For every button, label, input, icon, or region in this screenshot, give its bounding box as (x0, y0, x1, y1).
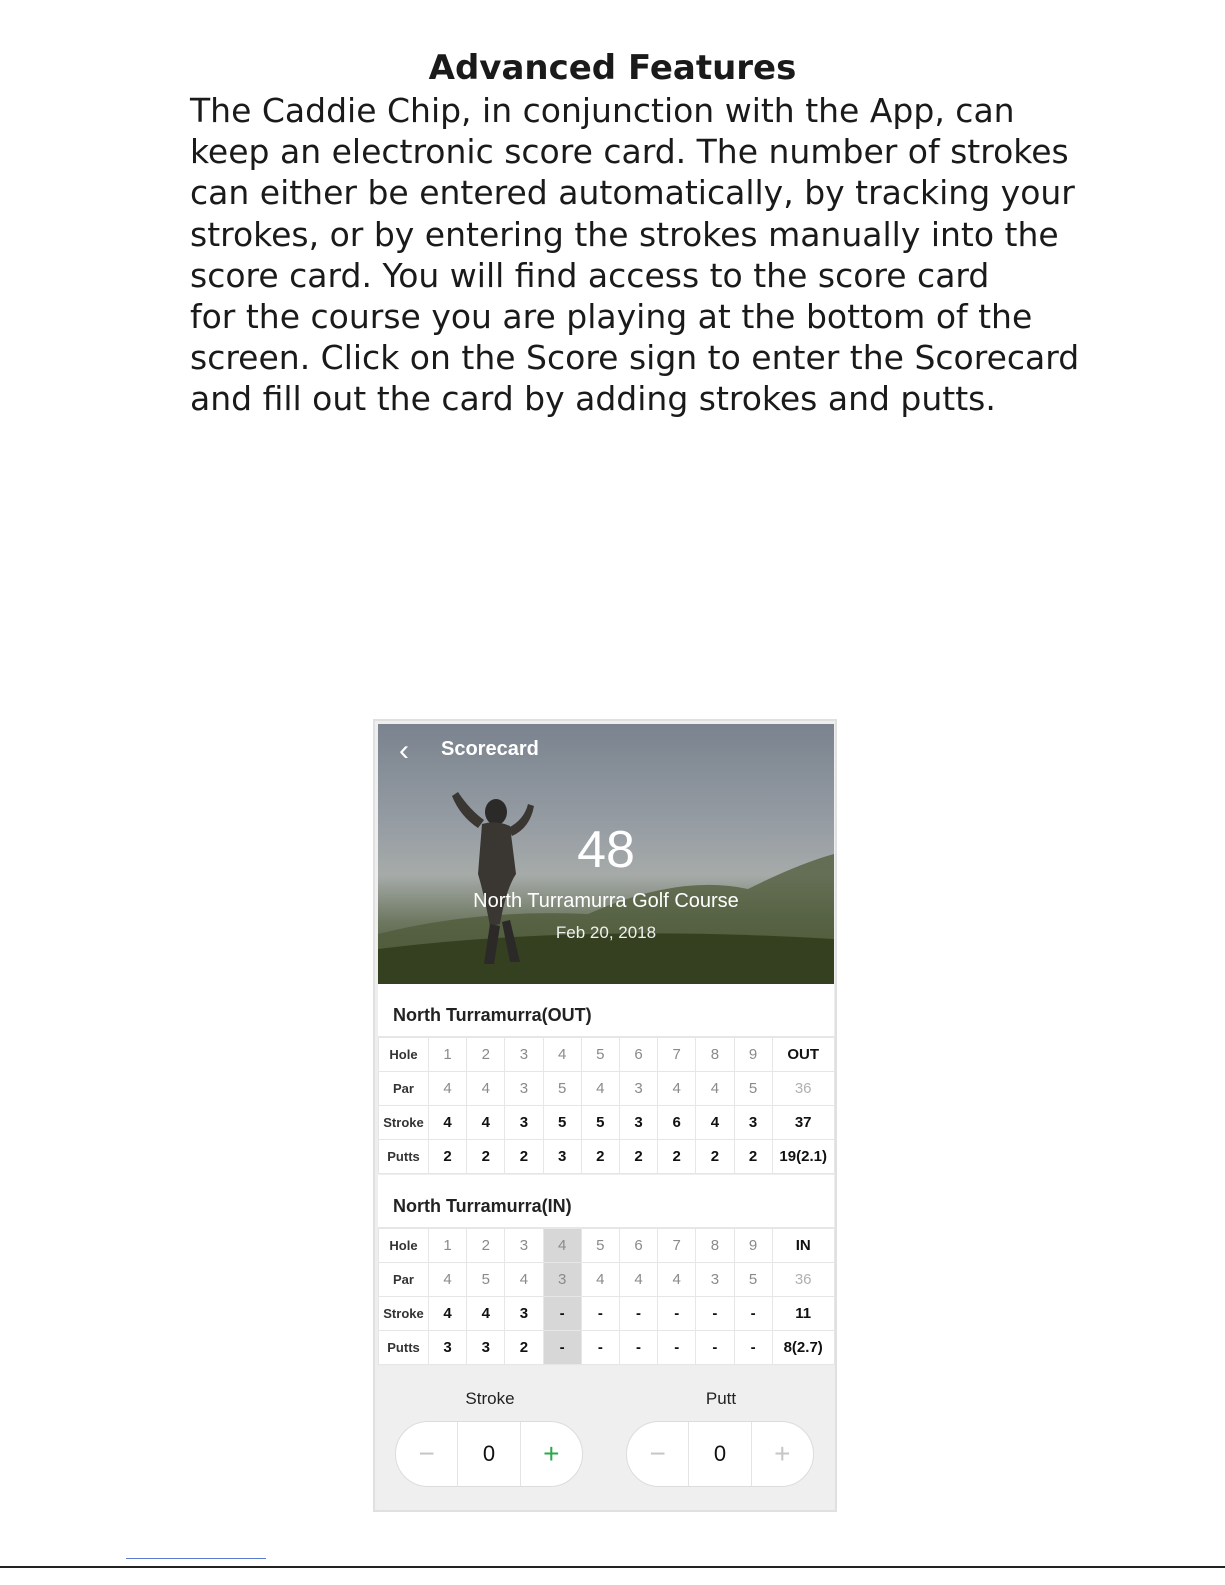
body-line: and fill out the card by adding strokes and putts. (190, 379, 996, 419)
chevron-left-icon: ‹ (399, 734, 409, 767)
hole-cell: 1 (429, 1229, 467, 1263)
plus-icon: + (774, 1438, 791, 1469)
par-cell: 4 (467, 1072, 505, 1106)
hole-cell: 2 (467, 1229, 505, 1263)
row-label: Hole (379, 1229, 429, 1263)
stroke-cell[interactable]: 4 (429, 1106, 467, 1140)
body-line: can either be entered automatically, by tracking your (190, 173, 1075, 213)
putts-cell[interactable]: 2 (505, 1331, 543, 1365)
current-hole-cell: 4 (543, 1229, 581, 1263)
hole-cell: 3 (505, 1229, 543, 1263)
row-label: Hole (379, 1038, 429, 1072)
putts-cell[interactable]: - (696, 1331, 734, 1365)
total-cell: 37 (772, 1106, 834, 1140)
par-cell: 4 (658, 1263, 696, 1297)
page-bottom-rule (0, 1566, 1225, 1568)
putt-value: 0 (688, 1422, 751, 1486)
putts-cell[interactable]: 3 (543, 1140, 581, 1174)
putts-cell[interactable]: 3 (467, 1331, 505, 1365)
total-cell: 8(2.7) (772, 1331, 834, 1365)
body-line: The Caddie Chip, in conjunction with the App, can (190, 91, 1015, 130)
out-score-table (378, 1037, 835, 1174)
stroke-cell[interactable]: 4 (467, 1106, 505, 1140)
body-line: keep an electronic score card. The number of strokes (190, 132, 1069, 172)
table-row (379, 1106, 835, 1140)
hole-cell: 7 (658, 1229, 696, 1263)
table-row (379, 1072, 835, 1106)
stroke-cell[interactable]: - (619, 1297, 657, 1331)
stroke-cell[interactable]: 4 (429, 1297, 467, 1331)
score-entry-controls (378, 1367, 834, 1511)
footnote-rule (126, 1558, 266, 1559)
row-label: Stroke (379, 1297, 429, 1331)
app-screenshot (373, 719, 837, 1512)
hole-cell: 9 (734, 1038, 772, 1072)
stroke-cell[interactable]: 5 (581, 1106, 619, 1140)
par-cell: 4 (581, 1263, 619, 1297)
putts-cell[interactable]: 2 (467, 1140, 505, 1174)
par-cell: 5 (543, 1072, 581, 1106)
hole-cell: 1 (429, 1038, 467, 1072)
putts-cell[interactable]: - (619, 1331, 657, 1365)
putts-cell[interactable]: 2 (696, 1140, 734, 1174)
stroke-cell[interactable]: 4 (696, 1106, 734, 1140)
hole-cell: 9 (734, 1229, 772, 1263)
in-section-title: North Turramurra(IN) (378, 1175, 834, 1228)
putt-minus-button[interactable] (627, 1422, 688, 1486)
hole-cell: 7 (658, 1038, 696, 1072)
minus-icon: − (418, 1438, 435, 1469)
stroke-plus-button[interactable] (521, 1422, 582, 1486)
par-cell: 3 (505, 1072, 543, 1106)
par-cell: 3 (696, 1263, 734, 1297)
table-row (379, 1331, 835, 1365)
par-cell: 4 (429, 1263, 467, 1297)
stroke-cell[interactable]: - (696, 1297, 734, 1331)
row-label: Par (379, 1263, 429, 1297)
stroke-stepper (395, 1421, 583, 1487)
stroke-cell[interactable]: 3 (619, 1106, 657, 1140)
total-cell: 11 (772, 1297, 834, 1331)
body-line: strokes, or by entering the strokes manually into the (190, 214, 1059, 254)
row-label: Par (379, 1072, 429, 1106)
table-row (379, 1263, 835, 1297)
putt-stepper (626, 1421, 814, 1487)
stroke-cell[interactable]: - (543, 1297, 581, 1331)
total-cell: OUT (772, 1038, 834, 1072)
minus-icon: − (649, 1438, 666, 1469)
stroke-cell[interactable]: - (658, 1297, 696, 1331)
par-cell: 4 (658, 1072, 696, 1106)
hole-cell: 3 (505, 1038, 543, 1072)
body-line: for the course you are playing at the bottom of the (190, 297, 1033, 337)
putts-cell[interactable]: 2 (581, 1140, 619, 1174)
row-label: Stroke (379, 1106, 429, 1140)
hole-cell: 6 (619, 1038, 657, 1072)
hole-cell: 5 (581, 1229, 619, 1263)
out-section (378, 984, 834, 1174)
putts-cell[interactable]: - (658, 1331, 696, 1365)
par-cell: 3 (619, 1072, 657, 1106)
total-cell: 19(2.1) (772, 1140, 834, 1174)
hole-cell: 4 (543, 1038, 581, 1072)
putts-cell[interactable]: - (543, 1331, 581, 1365)
hole-cell: 6 (619, 1229, 657, 1263)
hole-cell: 2 (467, 1038, 505, 1072)
stroke-cell[interactable]: 6 (658, 1106, 696, 1140)
stroke-minus-button[interactable] (396, 1422, 457, 1486)
total-cell: IN (772, 1229, 834, 1263)
putts-cell[interactable]: 2 (429, 1140, 467, 1174)
stroke-cell[interactable]: 3 (734, 1106, 772, 1140)
putt-label: Putt (705, 1389, 737, 1408)
hole-cell: 8 (696, 1229, 734, 1263)
putts-cell[interactable]: 2 (658, 1140, 696, 1174)
plus-icon: + (543, 1438, 560, 1469)
back-button[interactable] (392, 736, 416, 766)
par-cell: 4 (696, 1072, 734, 1106)
par-cell: 4 (619, 1263, 657, 1297)
hole-cell: 5 (581, 1038, 619, 1072)
table-row (379, 1229, 835, 1263)
total-cell: 36 (772, 1072, 834, 1106)
table-row (379, 1038, 835, 1072)
putts-cell[interactable]: - (581, 1331, 619, 1365)
total-score: 48 (577, 821, 635, 879)
section-title: Advanced Features (428, 48, 797, 88)
course-name: North Turramurra Golf Course (473, 890, 739, 912)
table-row (379, 1297, 835, 1331)
round-date: Feb 20, 2018 (555, 923, 657, 942)
stroke-cell[interactable]: 4 (467, 1297, 505, 1331)
stroke-cell[interactable]: 5 (543, 1106, 581, 1140)
row-label: Putts (379, 1140, 429, 1174)
putts-cell[interactable]: 2 (619, 1140, 657, 1174)
putt-plus-button[interactable] (752, 1422, 813, 1486)
hole-cell: 8 (696, 1038, 734, 1072)
scorecard-header (378, 724, 834, 984)
stroke-label: Stroke (465, 1389, 515, 1408)
par-cell: 3 (543, 1263, 581, 1297)
body-line: screen. Click on the Score sign to enter the Scorecard (190, 338, 1080, 378)
stroke-cell[interactable]: 3 (505, 1106, 543, 1140)
in-score-table (378, 1228, 835, 1365)
body-paragraph (190, 90, 1080, 420)
putts-cell[interactable]: 2 (734, 1140, 772, 1174)
par-cell: 4 (429, 1072, 467, 1106)
putts-cell[interactable]: 3 (429, 1331, 467, 1365)
par-cell: 4 (505, 1263, 543, 1297)
par-cell: 4 (581, 1072, 619, 1106)
body-line: score card. You will find access to the score card (190, 255, 990, 295)
par-cell: 5 (734, 1263, 772, 1297)
par-cell: 5 (467, 1263, 505, 1297)
total-cell: 36 (772, 1263, 834, 1297)
screen-title: Scorecard (441, 738, 539, 760)
stroke-value: 0 (457, 1422, 520, 1486)
out-section-title: North Turramurra(OUT) (378, 984, 834, 1037)
par-cell: 5 (734, 1072, 772, 1106)
putts-cell[interactable]: 2 (505, 1140, 543, 1174)
stroke-cell[interactable]: 3 (505, 1297, 543, 1331)
table-row (379, 1140, 835, 1174)
in-section (378, 1175, 834, 1365)
row-label: Putts (379, 1331, 429, 1365)
stroke-cell[interactable]: - (734, 1297, 772, 1331)
stroke-cell[interactable]: - (581, 1297, 619, 1331)
putts-cell[interactable]: - (734, 1331, 772, 1365)
